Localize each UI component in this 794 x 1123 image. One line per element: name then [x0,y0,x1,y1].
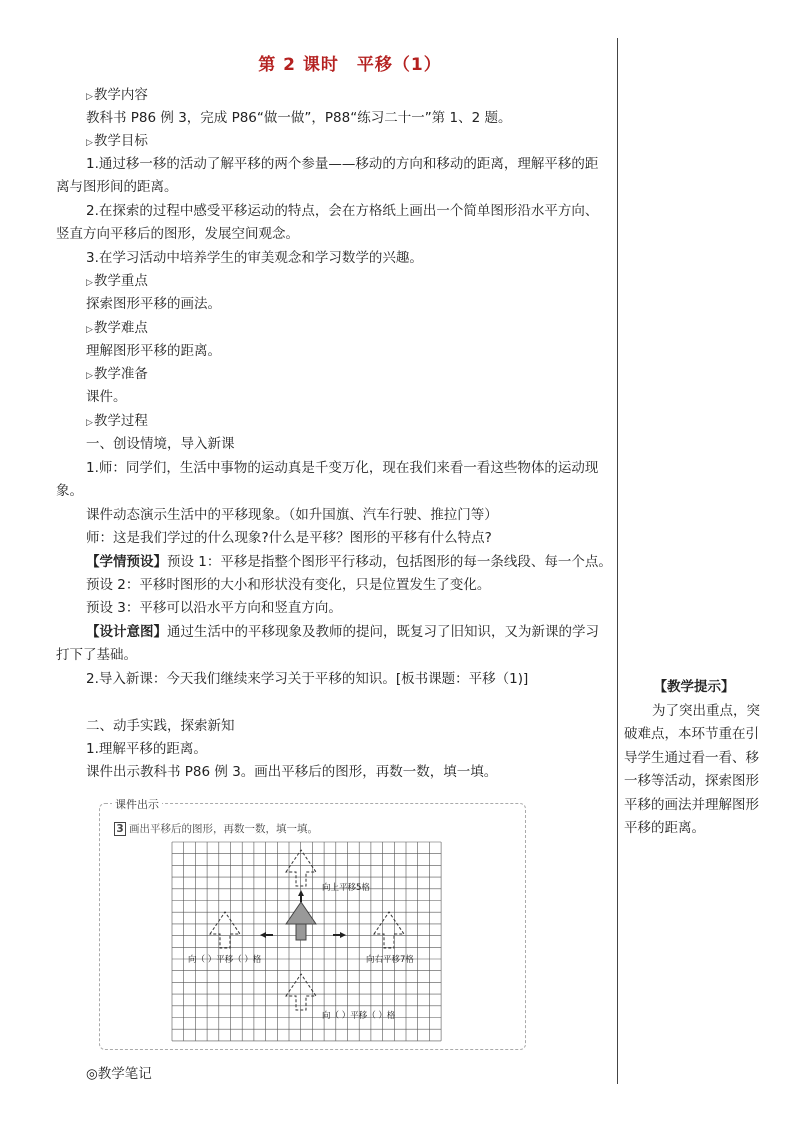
tag-learning-preset: 【学情预设】 [86,554,167,570]
figure-question: 3 画出平移后的图形，再数一数，填一填。 [114,821,318,836]
original-shape [286,902,316,940]
label-left: 向（ ）平移（ ）格 [188,955,262,965]
content-text: 教科书 P86 例 3，完成 P86“做一做”，P88“练习二十一”第 1、2 题。 [86,110,512,126]
page-title: 第 2 课时 平移（1） [258,55,442,75]
label-right: 向右平移7格 [366,955,414,965]
part-1-para-8: 2.导入新课：今天我们继续来学习关于平移的知识。[板书课题：平移（1)] [86,671,529,687]
part-1-preset-3: 预设 3：平移可以沿水平方向和竖直方向。 [86,600,342,616]
teaching-notes-label: ◎教学笔记 [86,1066,152,1082]
part-1-para-3: 师：这是我们学过的什么现象?什么是平移？图形的平移有什么特点? [86,530,492,546]
label-down: 向（ ）平移（ ）格 [322,1011,396,1021]
triangle-bullet-icon: ▷ [86,278,93,288]
part-1-design-intent: 【设计意图】通过生活中的平移现象及教师的提问，既复习了旧知识，又为新课的学习打下了基础。 [56,624,599,663]
triangle-bullet-icon: ▷ [86,138,93,148]
triangle-bullet-icon: ▷ [86,325,93,335]
translation-grid-diagram [100,804,525,1049]
part-1-heading: 一、创设情境，导入新课 [86,436,235,452]
shape-left [210,912,240,948]
tip-body: 为了突出重点，突破难点，本环节重在引导学生通过看一看、移一移等活动，探索图形平移的画法并理解图形平移的距离。 [624,702,760,836]
goal-1: 1.通过移一移的活动了解平移的两个参量——移动的方向和移动的距离，理解平移的距离与图形间的距离。 [56,156,599,195]
triangle-bullet-icon: ▷ [86,418,93,428]
goal-2: 2.在探索的过程中感受平移运动的特点，会在方格纸上画出一个简单图形沿水平方向、竖直方向平移后的图形，发展空间观念。 [56,203,599,242]
part-1-preset-2: 预设 2：平移时图形的大小和形状没有变化，只是位置发生了变化。 [86,577,491,593]
tag-design-intent: 【设计意图】 [86,624,167,640]
difficulty-text: 理解图形平移的距离。 [86,343,221,359]
section-heading-process: ▷教学过程 [86,413,148,429]
part-2-para-2: 课件出示教科书 P86 例 3。画出平移后的图形，再数一数，填一填。 [86,764,498,780]
shape-right [374,912,404,948]
goal-3: 3.在学习活动中培养学生的审美观念和学习数学的兴趣。 [86,250,423,266]
part-2-para-1: 1.理解平移的距离。 [86,741,207,757]
part-1-presets: 【学情预设】预设 1：平移是指整个图形平行移动，包括图形的每一条线段、每一个点。 [86,554,612,570]
label-up: 向上平移5格 [322,883,370,893]
part-1-para-1: 1.师：同学们，生活中事物的运动真是千变万化，现在我们来看一看这些物体的运动现象。 [56,460,599,499]
triangle-bullet-icon: ▷ [86,92,93,102]
teaching-tip-sidebar [624,676,764,841]
figure-header: 课件出示 [112,796,162,812]
prep-text: 课件。 [86,389,127,405]
dashed-shapes [210,850,404,1010]
tip-heading: 【教学提示】 [653,679,735,695]
key-text: 探索图形平移的画法。 [86,296,221,312]
question-number: 3 [114,822,126,836]
section-heading-goals: ▷教学目标 [86,133,148,149]
section-heading-prep: ▷教学准备 [86,366,148,382]
arrow-right-icon [333,932,346,938]
courseware-figure [99,798,526,1050]
triangle-bullet-icon: ▷ [86,371,93,381]
section-heading-difficulty: ▷教学难点 [86,320,148,336]
section-heading-key: ▷教学重点 [86,273,148,289]
original-triangle [286,902,316,924]
original-stem [296,924,306,940]
section-heading-content: ▷教学内容 [86,87,148,103]
arrow-left-icon [260,932,273,938]
part-2-heading: 二、动手实践，探索新知 [86,718,235,734]
part-1-para-2: 课件动态演示生活中的平移现象。（如升国旗、汽车行驶、推拉门等） [86,507,498,523]
